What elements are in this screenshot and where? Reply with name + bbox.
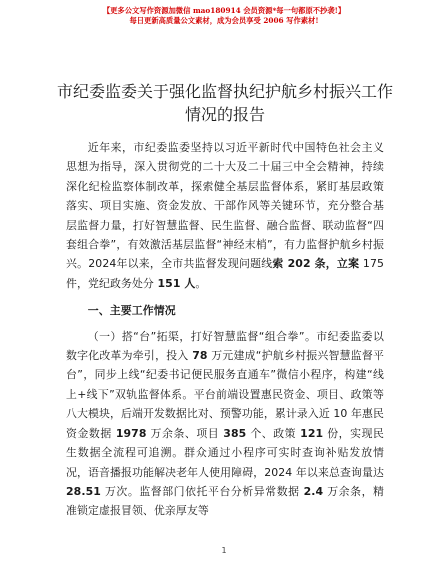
intro-text-1: 近年来，市纪委监委坚持以习近平新时代中国特色社会主义思想为指导，深入贯彻党的二十大及二十届三中全会精神，持续深化纪检监察体制改革，探索健全基层监督体系，紧盯基层政策落实、项目实施、资金发放、干部作风等关键环节，充分整合基层监督力量，打好智慧监督、民生监督、融合监督、联动监督“四套组合拳”，有效激活基层监督“神经末梢”，有力监督护航乡村振兴。2024年以来，全市共监督发现问题线 — [66, 141, 384, 271]
para-bold-2: 1978 — [115, 426, 147, 440]
para-bold-5: 28.51 — [66, 484, 101, 498]
header-banner — [0, 6, 448, 26]
intro-bold-1: 索 202 条，立案 — [272, 257, 360, 271]
document-body — [66, 138, 384, 521]
para-text-7: 万余条，精准锁定虚报冒领、优亲厚友等 — [66, 484, 385, 518]
intro-paragraph — [66, 138, 384, 293]
para-text-6: 万次。监督部门依托平台分析异常数据 — [100, 484, 304, 498]
para-text-1: （一）搭“台”拓渠，打好智慧监督“组合拳”。市纪委监委以数字化改革为牵引，投入 — [66, 329, 384, 363]
section-paragraph — [66, 327, 384, 521]
para-bold-1: 78 — [192, 349, 208, 363]
para-bold-4: 121 — [300, 426, 324, 440]
para-text-2: 万元建成“护航乡村振兴智慧监督平台”，同步上线“纪委书记便民服务直通车”微信小程序，构建“线上+线下”双轨监督体系。平台前端设置惠民资金、项目、政策等八大模块，后端开发数据比对、预警功能，累计录入近 10 年惠民资金数据 — [66, 349, 384, 440]
page-number: 1 — [221, 546, 227, 555]
para-bold-3: 385 — [223, 426, 247, 440]
intro-text-2: 175 件，党纪政务处分 — [66, 257, 384, 290]
document-title: 市纪委监委关于强化监督执纪护航乡村振兴工作情况的报告 — [56, 82, 393, 124]
para-bold-6: 2.4 — [303, 484, 324, 498]
para-text-4: 个、政策 — [246, 426, 301, 440]
intro-text-3: 。 — [195, 276, 207, 290]
para-text-3: 万余条、项目 — [146, 426, 224, 440]
para-text-5: 份，实现民生数据全流程可追溯。群众通过小程序可实时查询补贴发放情况，语音播报功能解决老年人使用障碍，2024 年以来总查询量达 — [66, 426, 385, 479]
banner-line-2: 每日更新高质量公文素材，成为会员享受 2006 写作素材! — [129, 16, 319, 25]
intro-bold-2: 151 人 — [157, 276, 196, 290]
banner-line-1: 【更多公文写作资源加微信 mao180914 会员资源*每一句都原不抄袭!】 — [102, 6, 346, 15]
section-heading: 一、主要工作情况 — [87, 304, 176, 318]
